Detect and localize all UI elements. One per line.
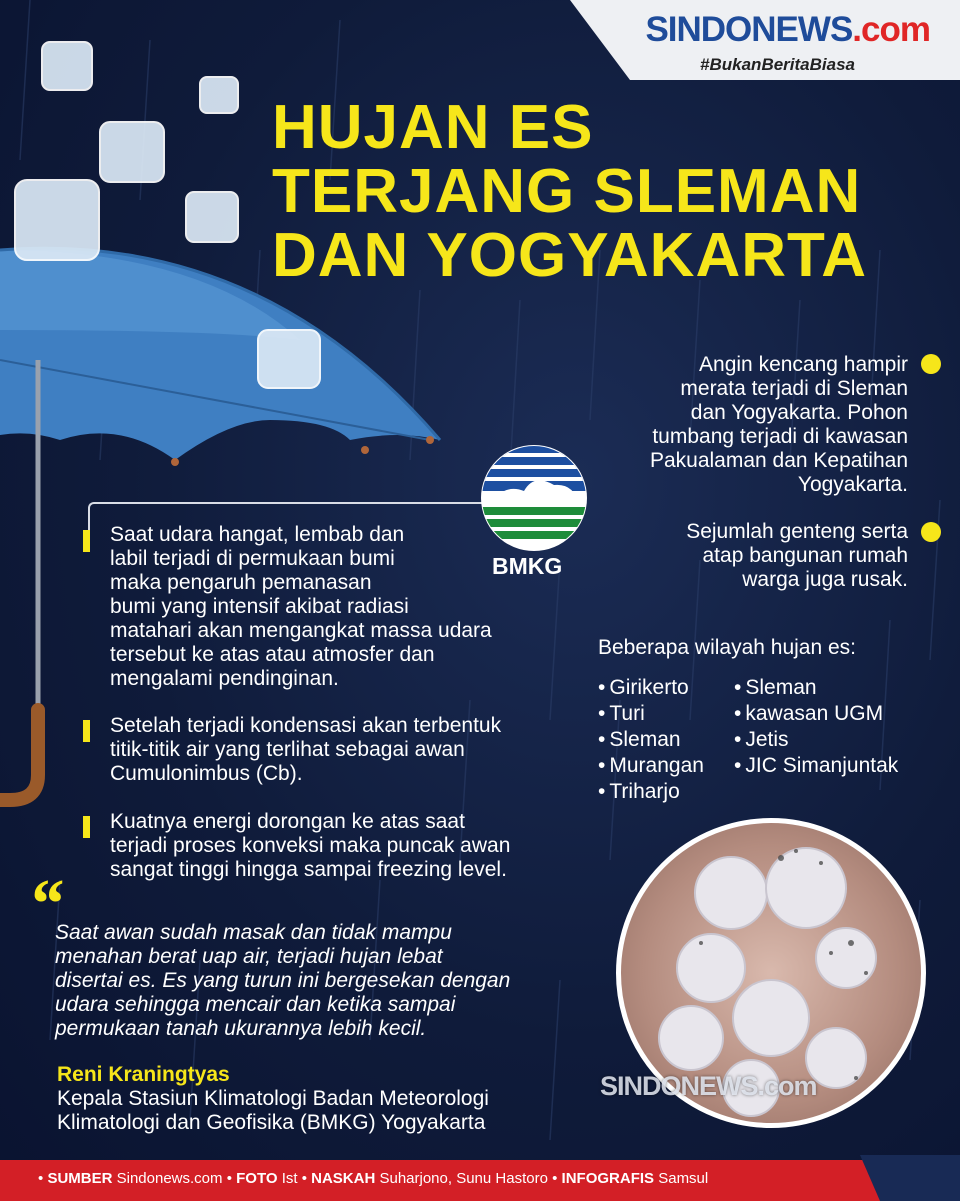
region-item: • Sleman [598, 728, 681, 752]
explanation-text-3: Kuatnya energi dorongan ke atas saat terjadi proses konveksi maka puncak awan sangat tinggi hingga sampai freezing level. [110, 810, 511, 881]
region-item: • Triharjo [598, 780, 680, 804]
bullet-bar [83, 816, 90, 838]
region-item: • JIC Simanjuntak [734, 754, 898, 778]
photo-watermark: SINDONEWS.com [600, 1071, 817, 1101]
footer-credits: • SUMBER Sindonews.com • FOTO Ist • NASKAH Suharjono, Sunu Hastoro • INFOGRAFIS Samsul [38, 1170, 709, 1187]
region-item: • Turi [598, 702, 645, 726]
headline [272, 93, 952, 290]
bullet-dot [921, 522, 941, 542]
region-item: • Murangan [598, 754, 704, 778]
impact-text-2: Sejumlah genteng serta atap bangunan rumah warga juga rusak. [686, 520, 908, 591]
impact-text-1: Angin kencang hampir merata terjadi di Sleman dan Yogyakarta. Pohon tumbang terjadi di kawasan Pakualaman dan Kepatihan Yogyakarta. [649, 353, 908, 496]
quote-mark-icon: “ [28, 866, 63, 943]
bullet-bar [83, 530, 90, 552]
region-item: • Jetis [734, 728, 789, 752]
bullet-dot [921, 354, 941, 374]
bmkg-label: BMKG [492, 553, 563, 579]
headline-line-3: DAN YOGYAKARTA [272, 221, 868, 290]
quote-text: Saat awan sudah masak dan tidak mampu menahan berat uap air, terjadi hujan lebat disertai es. Es yang turun ini bergesekan dengan udara sehingga mencair dan ketika sampai permukaan tanah ukurannya lebih kecil. [55, 921, 511, 1040]
explanation-text-2: Setelah terjadi kondensasi akan terbentuk titik-titik air yang terlihat sebagai awan Cumulonimbus (Cb). [110, 714, 502, 785]
region-item: • Girikerto [598, 676, 689, 700]
region-item: • Sleman [734, 676, 817, 700]
regions-heading: Beberapa wilayah hujan es: [598, 636, 857, 659]
quote-author: Reni Kraningtyas [57, 1063, 230, 1086]
region-item: • kawasan UGM [734, 702, 883, 726]
hashtag-tagline: #BukanBeritaBiasa [700, 55, 855, 74]
bmkg-logo [479, 443, 589, 553]
headline-line-2: TERJANG SLEMAN [272, 157, 862, 226]
quote-author-role: Kepala Stasiun Klimatologi Badan Meteorologi Klimatologi dan Geofisika (BMKG) Yogyakarta [57, 1087, 489, 1134]
explanation-text-1: Saat udara hangat, lembab dan labil terjadi di permukaan bumi maka pengaruh pemanasan bumi yang intensif akibat radiasi matahari akan mengangkat massa udara tersebut ke atas atau atmosfer dan mengalami pendinginan. [110, 523, 492, 690]
headline-line-1: HUJAN ES [272, 93, 594, 162]
brand-logo: SINDONEWS.com [645, 10, 930, 49]
bullet-bar [83, 720, 90, 742]
